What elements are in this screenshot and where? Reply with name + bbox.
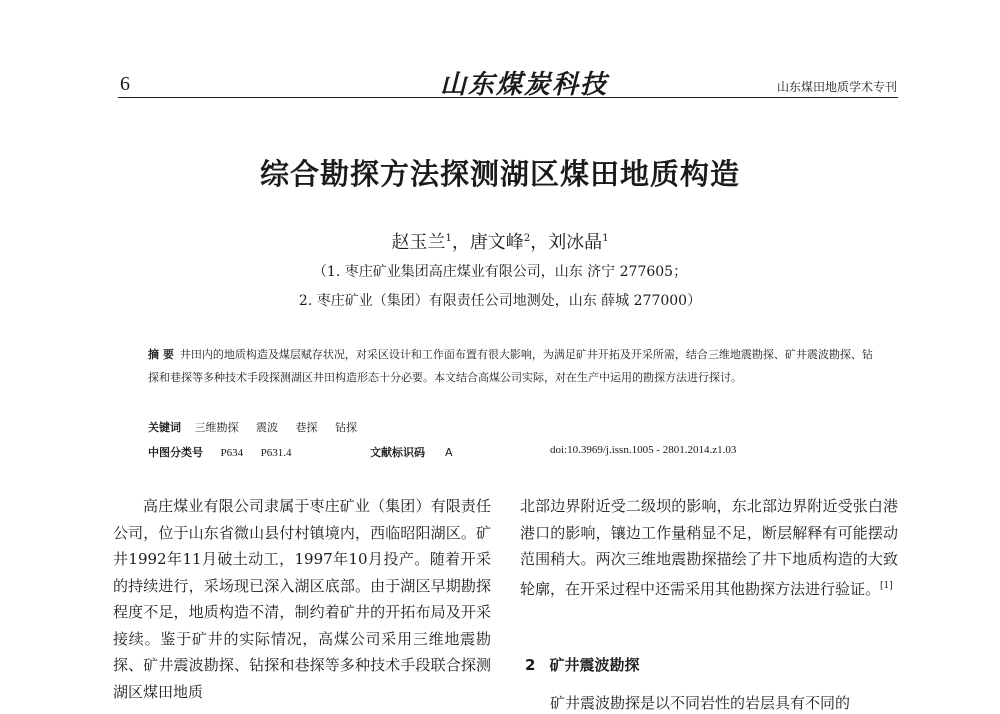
abstract-label: 摘 要 bbox=[148, 348, 174, 361]
citation-ref: [1] bbox=[880, 580, 893, 591]
affiliation-1: （1. 枣庄矿业集团高庄煤业有限公司，山东 济宁 277605； bbox=[312, 264, 688, 280]
clc-number bbox=[148, 444, 306, 460]
body-paragraph bbox=[520, 493, 898, 602]
section-title: 矿井震波勘探 bbox=[549, 656, 640, 674]
keyword: 巷探 bbox=[295, 421, 318, 434]
page-number: 6 bbox=[120, 73, 130, 95]
abstract-text: 井田内的地质构造及煤层赋存状况，对采区设计和工作面布置有很大影响，为满足矿井开拓及开采所需，结合三维地震勘探、矿井震波勘探、钻探和巷探等多种技术手段探测湖区井田构造形态十分必要。本文结合高煤公司实际，对在生产中运用的勘探方法进行探讨。 bbox=[148, 348, 873, 384]
body-right-column bbox=[520, 493, 898, 602]
doc-code-value: A bbox=[445, 446, 453, 459]
section-number: 2 bbox=[525, 656, 536, 674]
journal-issue: 山东煤田地质学术专刊 bbox=[776, 80, 897, 94]
clc-label: 中图分类号 bbox=[148, 446, 203, 459]
clc-value: P631.4 bbox=[260, 447, 292, 459]
author-aff: 1 bbox=[445, 233, 452, 244]
journal-masthead: 山东煤炭科技 bbox=[440, 70, 609, 100]
author-name: 唐文峰 bbox=[469, 232, 524, 253]
keyword: 三维勘探 bbox=[194, 421, 239, 434]
keywords-label: 关键词 bbox=[148, 421, 181, 434]
body-left-column bbox=[113, 493, 491, 705]
author-name: 刘冰晶 bbox=[548, 232, 603, 253]
section-paragraph: 矿井震波勘探是以不同岩性的岩层具有不同的 bbox=[550, 694, 851, 712]
doi: doi:10.3969/j.issn.1005 - 2801.2014.z1.03 bbox=[550, 444, 737, 456]
header-rule bbox=[118, 97, 898, 98]
author-aff: 2 bbox=[523, 233, 531, 244]
doc-code-label: 文献标识码 bbox=[370, 446, 425, 459]
abstract bbox=[148, 343, 883, 389]
clc-value: P634 bbox=[220, 447, 244, 459]
keyword: 钻探 bbox=[335, 421, 357, 434]
author-list: 赵玉兰$^1$，唐文峰$^2$，刘冰晶$^1$ bbox=[391, 232, 609, 253]
keyword: 震波 bbox=[256, 421, 278, 434]
author-name: 赵玉兰 bbox=[391, 232, 446, 253]
article-title: 综合勘探方法探测湖区煤田地质构造 bbox=[259, 157, 740, 191]
section-heading bbox=[525, 654, 639, 675]
paragraph-text: 北部边界附近受二级坝的影响，东北部边界附近受张白港港口的影响，镶边工作量稍显不足，断层解释有可能摆动范围稍大。两次三维地震勘探描绘了井下地质构造的大致轮廓，在开采过程中还需采用其他勘探方法进行验证。 bbox=[520, 497, 898, 598]
affiliation-2: 2. 枣庄矿业（集团）有限责任公司地测处，山东 薛城 277000） bbox=[298, 293, 702, 309]
body-paragraph: 高庄煤业有限公司隶属于枣庄矿业（集团）有限责任公司，位于山东省微山县付村镇境内，西临昭阳湖区。矿井1992年11月破土动工，1997年10月投产。随着开采的持续进行，采场现已深入湖区底部。由于湖区早期勘探程度不足，地质构造不清，制约着矿井的开拓布局及开采接续。鉴于矿井的实际情况，高煤公司采用三维地震勘探、矿井震波勘探、钻探和巷探等多种技术手段联合探测湖区煤田地质 bbox=[113, 497, 491, 701]
document-code bbox=[370, 444, 453, 460]
author-aff: 1 bbox=[602, 233, 609, 244]
keywords bbox=[148, 419, 371, 435]
